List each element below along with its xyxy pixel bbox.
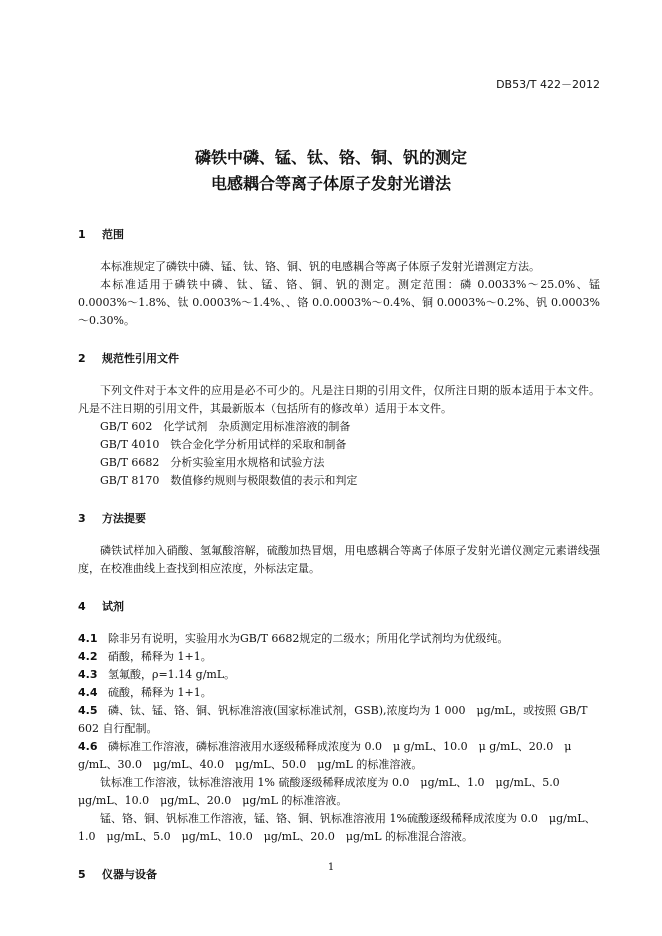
section-title: 试剂	[102, 600, 124, 613]
section-title: 仪器与设备	[102, 868, 157, 881]
reference-item: GB/T 602 化学试剂 杂质测定用标准溶液的制备	[100, 420, 351, 433]
section-heading	[78, 350, 600, 368]
paragraph: 钛标准工作溶液，钛标准溶液用 1% 硫酸逐级稀释成浓度为 0.0 μg/mL、1.0 μg/mL、5.0 μg/mL、10.0 μg/mL、20.0 μg/mL 的标准溶液。	[78, 776, 560, 807]
clause-text: 除非另有说明，实验用水为GB/T 6682规定的二级水；所用化学试剂均为优级纯。	[108, 632, 509, 645]
section-heading	[78, 226, 600, 244]
reference-item: GB/T 6682 分析实验室用水规格和试验方法	[100, 456, 325, 469]
clause-number: 4.6	[78, 740, 98, 753]
paragraph: 锰、铬、铜、钒标准工作溶液，锰、铬、铜、钒标准溶液用 1%硫酸逐级稀释成浓度为 0.0 μg/mL、1.0 μg/mL、5.0 μg/mL、10.0 μg/mL、20.0 μg/mL 的标准混合溶液。	[78, 812, 596, 843]
section-title: 规范性引用文件	[102, 352, 179, 365]
document-title	[0, 145, 662, 197]
clause-text: 氢氟酸，ρ=1.14 g/mL。	[108, 668, 236, 681]
paragraph: 磷铁试样加入硝酸、氢氟酸溶解，硫酸加热冒烟，用电感耦合等离子体原子发射光谱仪测定元素谱线强度，在校准曲线上查找到相应浓度，外标法定量。	[78, 544, 600, 575]
clause-item	[78, 738, 600, 774]
clause-text: 磷标准工作溶液，磷标准溶液用水逐级稀释成浓度为 0.0 μ g/mL、10.0 μ g/mL、20.0 μ g/mL、30.0 μg/mL、40.0 μg/mL、50.0 μg/mL 的标准溶液。	[78, 740, 572, 771]
clause-number: 4.1	[78, 632, 98, 645]
section-number: 5	[78, 868, 86, 881]
paragraph: 下列文件对于本文件的应用是必不可少的。凡是注日期的引用文件，仅所注日期的版本适用于本文件。凡是不注日期的引用文件，其最新版本（包括所有的修改单）适用于本文件。	[78, 384, 600, 415]
page-number: 1	[327, 862, 335, 873]
reference-item: GB/T 4010 铁合金化学分析用试样的采取和制备	[100, 438, 347, 451]
section-reagents	[78, 598, 600, 846]
clause-text: 硝酸，稀释为 1+1。	[108, 650, 212, 663]
title-line-1: 磷铁中磷、锰、钛、铬、铜、钒的测定	[194, 148, 467, 167]
section-title: 方法提要	[102, 512, 146, 525]
clause-number: 4.5	[78, 704, 98, 717]
clause-item	[78, 666, 600, 684]
section-normative-references	[78, 350, 600, 490]
section-heading	[78, 598, 600, 616]
clause-item	[78, 702, 600, 738]
clause-item	[78, 648, 600, 666]
clause-item	[78, 684, 600, 702]
section-number: 3	[78, 512, 86, 525]
section-method-summary	[78, 510, 600, 578]
clause-number: 4.2	[78, 650, 98, 663]
section-number: 4	[78, 600, 86, 613]
section-scope	[78, 226, 600, 330]
clause-text: 硫酸，稀释为 1+1。	[108, 686, 212, 699]
clause-item	[78, 630, 600, 648]
reference-item: GB/T 8170 数值修约规则与极限数值的表示和判定	[100, 474, 358, 487]
clause-text: 磷、钛、锰、铬、铜、钒标准溶液(国家标准试剂，GSB),浓度均为 1 000 μg/mL，或按照 GB/T 602 自行配制。	[78, 704, 588, 735]
section-number: 2	[78, 352, 86, 365]
clause-number: 4.3	[78, 668, 98, 681]
standard-code: DB53/T 422－2012	[496, 78, 600, 91]
paragraph: 本标准规定了磷铁中磷、锰、钛、铬、铜、钒的电感耦合等离子体原子发射光谱测定方法。	[100, 260, 540, 273]
clause-number: 4.4	[78, 686, 98, 699]
section-heading	[78, 510, 600, 528]
section-title: 范围	[102, 228, 124, 241]
title-line-2: 电感耦合等离子体原子发射光谱法	[210, 174, 451, 193]
document-body	[78, 226, 600, 904]
section-number: 1	[78, 228, 86, 241]
paragraph: 本标准适用于磷铁中磷、钛、锰、铬、铜、钒的测定。测定范围：磷 0.0033%～25.0%、锰 0.0003%～1.8%、钛 0.0003%～1.4%、、铬 0.0.0003%～0.4%、铜 0.0003%～0.2%、钒 0.0003%～0.30%。	[78, 278, 600, 327]
